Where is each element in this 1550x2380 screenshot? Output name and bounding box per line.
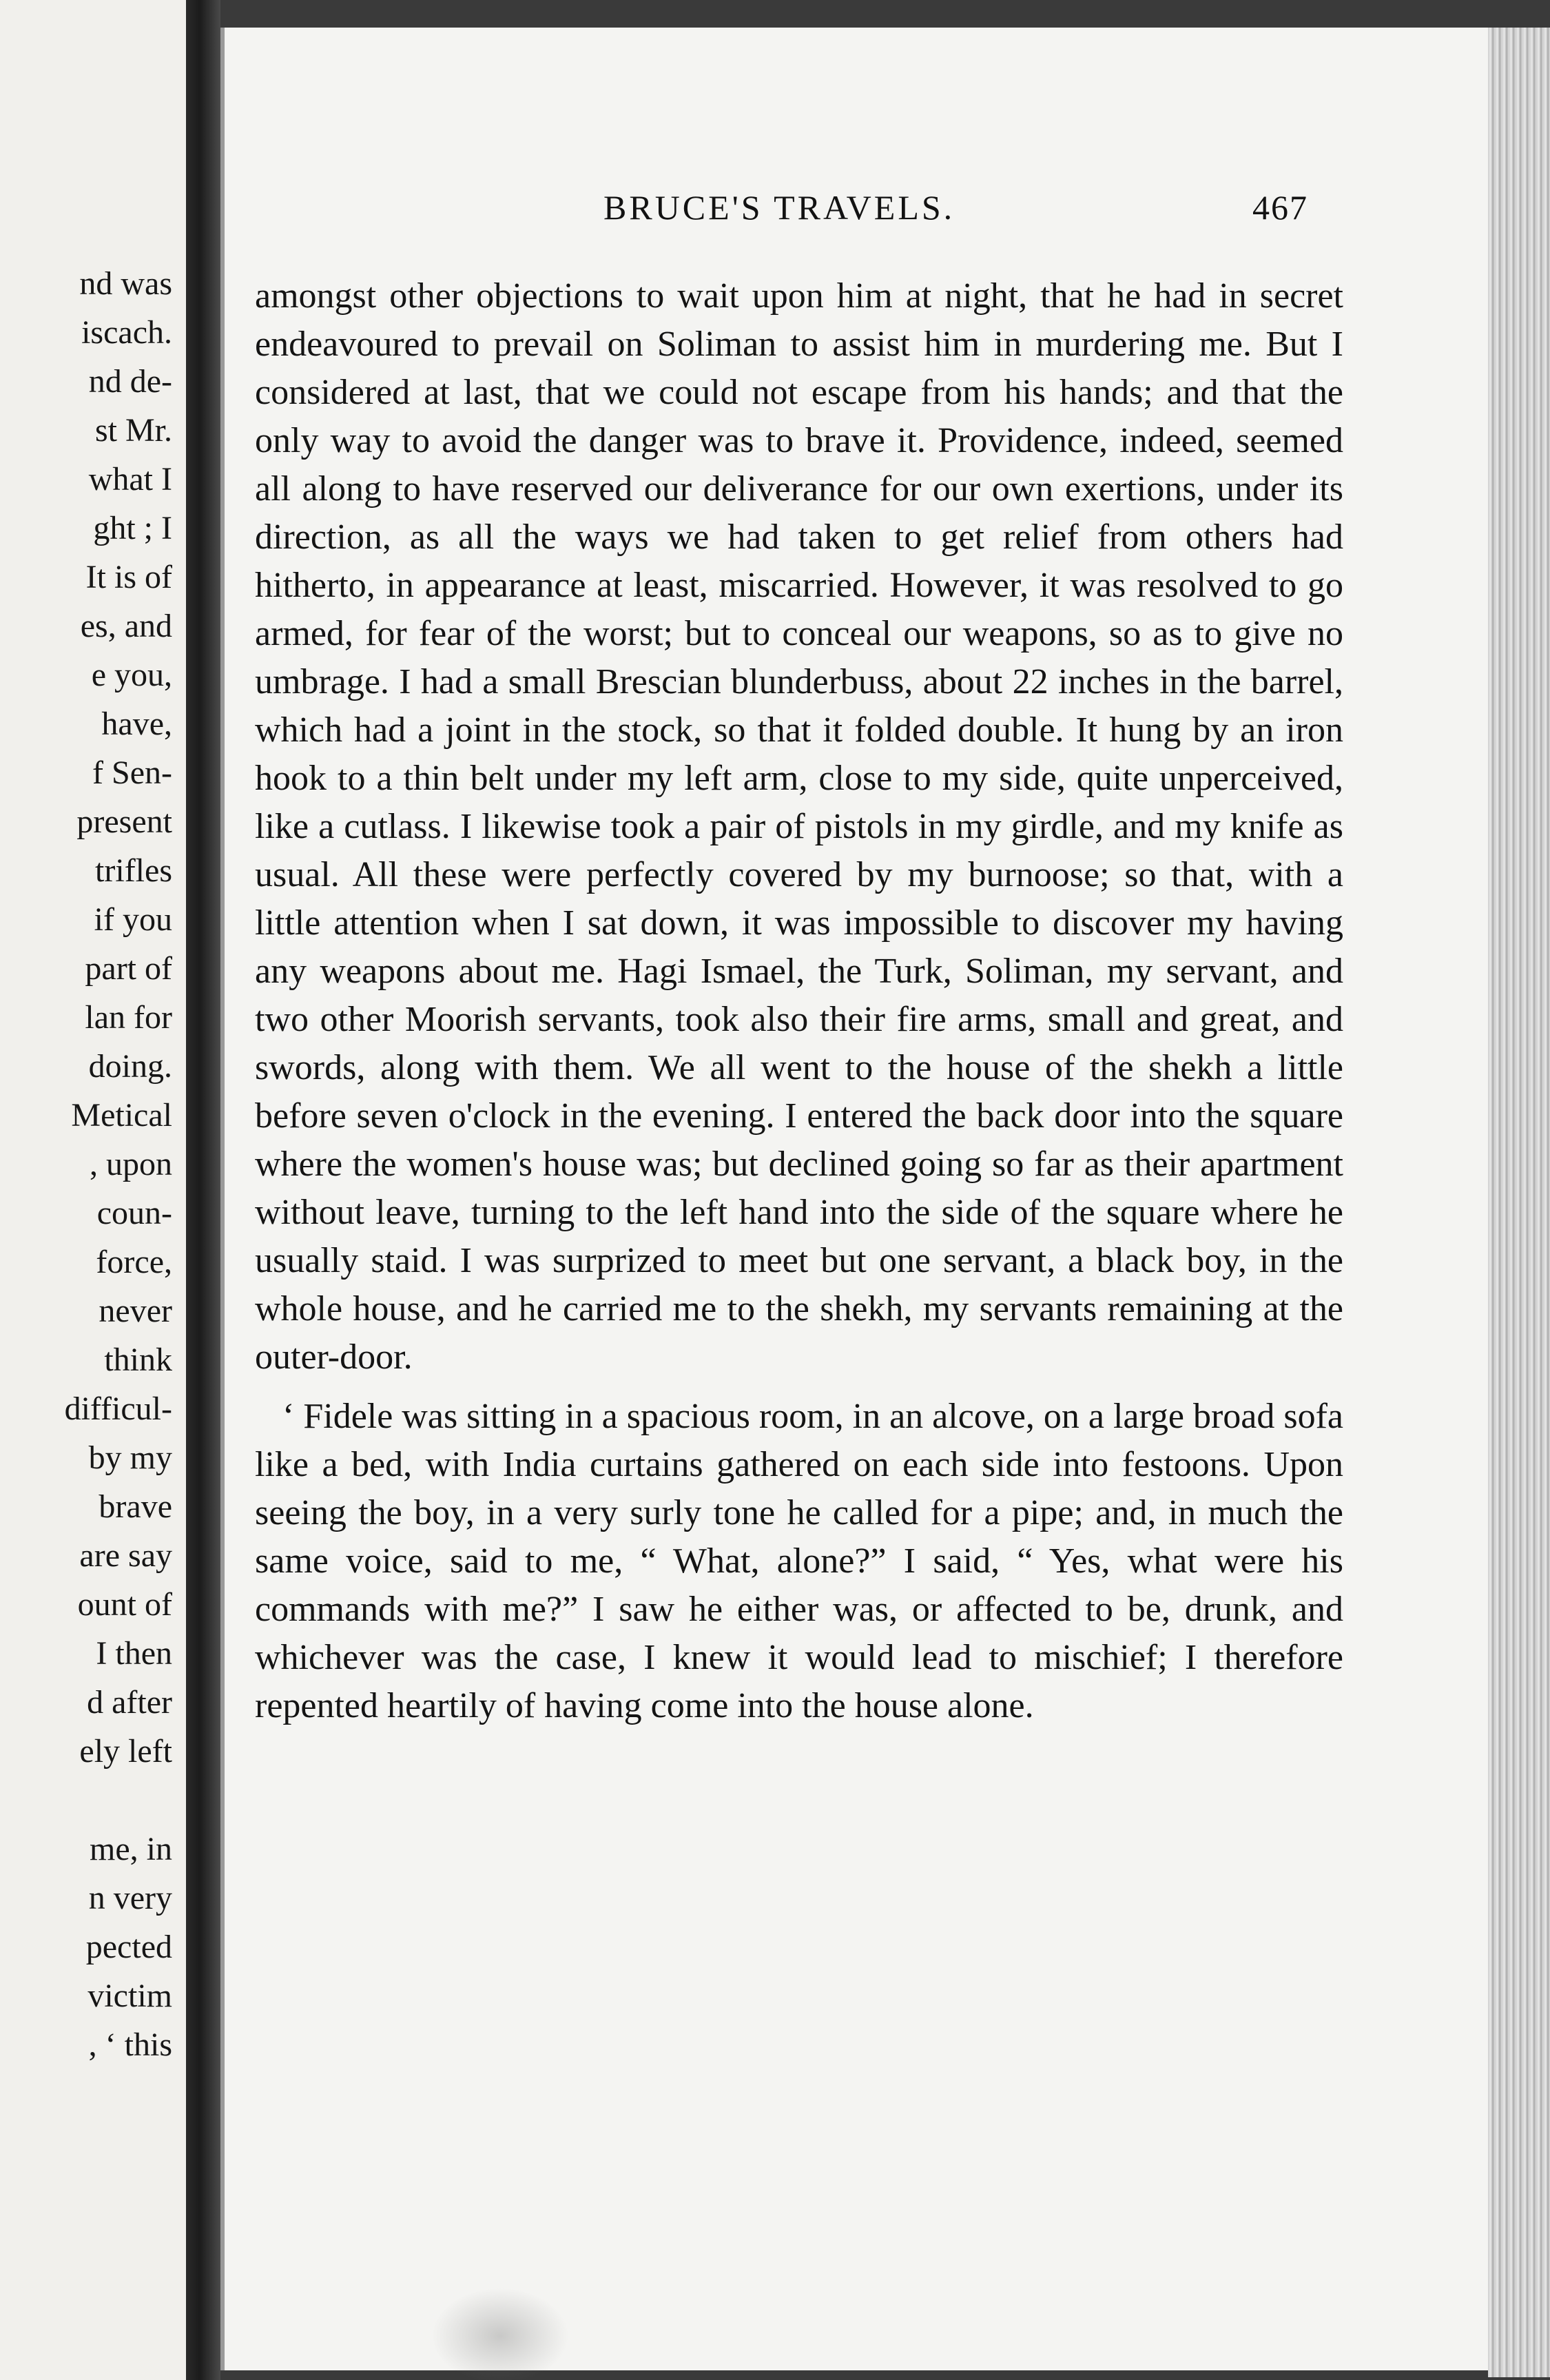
left-page-line: never [99, 1293, 172, 1329]
left-page-line: brave [99, 1488, 172, 1525]
left-page-line: , ‘ this [88, 2027, 172, 2063]
left-page-line: difficul- [64, 1391, 172, 1427]
body-paragraph-1: amongst other objections to wait upon him at night, that he had in secret endeavoured to prevail on Soliman to assist him in murdering me. But I considered at last, that we could not escape from his hands; and that the only way to avoid the danger was to brave it. Providence, indeed, seemed all along to have reserved our deliverance for our own exertions, under its direction, as all the ways we had taken to get relief from others had hitherto, in appearance at least, miscarried. However, it was resolved to go armed, for fear of the worst; but to conceal our weapons, so as to give no umbrage. I had a small Brescian blunderbuss, about 22 inches in the barrel, which had a joint in the stock, so that it folded double. It hung by an iron hook to a thin belt under my left arm, close to my side, quite unperceived, like a cutlass. I likewise took a pair of pistols in my girdle, and my knife as usual. All these were perfectly covered by my burnoose; so that, with a little attention when I sat down, it was impossible to discover my having any weapons about me. Hagi Ismael, the Turk, Soliman, my servant, and two other Moorish servants, took also their fire arms, small and great, and swords, along with them. We all went to the house of the shekh a little before seven o'clock in the evening. I entered the back door into the square where the women's house was; but declined going so far as their apartment without leave, turning to the left hand into the side of the square where he usually staid. I was surprized to meet but one servant, a black boy, in the whole house, and he carried me to the shekh, my servants remaining at the outer-door. [255, 276, 1343, 1377]
left-page-line: ght ; I [93, 510, 172, 546]
left-page-line: pected [85, 1929, 172, 1965]
left-page-line: lan for [85, 999, 172, 1036]
body-paragraph-2: ‘ Fidele was sitting in a spacious room, in an alcove, on a large broad sofa like a bed, with India curtains gathered on each side into festoons. Upon seeing the boy, in a very surly tone he called for a pipe; and, in much the same voice, said to me, “ What, alone?” I said, “ Yes, what were his commands with me?” I saw he either was, or affected to be, drunk, and whichever was the case, I knew it would lead to mischief; I therefore repented heartily of having come into the house alone. [255, 1397, 1343, 1725]
left-page-line: d after [87, 1684, 172, 1721]
running-head-title: BRUCE'S TRAVELS. [603, 188, 955, 227]
paper-smudge [431, 2288, 569, 2380]
left-facing-page [0, 0, 186, 2380]
left-page-text-fragments [0, 259, 172, 2069]
left-page-line: nd was [79, 265, 172, 302]
left-page-line: have, [101, 706, 172, 742]
left-page-line: f Sen- [92, 755, 172, 791]
left-page-line: force, [96, 1244, 172, 1280]
left-page-line: coun- [96, 1195, 172, 1231]
page-number: 467 [1252, 188, 1308, 227]
left-page-line: es, and [80, 608, 172, 644]
left-page-line: victim [87, 1978, 172, 2014]
left-page-line: by my [88, 1439, 172, 1476]
left-page-line: nd de- [88, 363, 172, 400]
body-text [255, 272, 1343, 1730]
right-page [220, 28, 1506, 2370]
left-page-line: part of [85, 950, 172, 987]
left-page-line: It is of [85, 559, 172, 595]
left-page-line [0, 1776, 172, 1825]
left-page-line: present [76, 803, 172, 840]
left-page-line: ount of [77, 1586, 172, 1623]
left-page-line: if you [94, 901, 172, 938]
left-page-line: st Mr. [94, 412, 172, 449]
left-page-line: think [104, 1342, 172, 1378]
book-gutter [186, 0, 220, 2380]
left-page-line: n very [88, 1880, 172, 1916]
left-page-line: e you, [91, 657, 172, 693]
left-page-line: are say [79, 1537, 172, 1574]
left-page-line: I then [96, 1635, 172, 1672]
left-page-line: doing. [88, 1048, 172, 1085]
left-page-line: Metical [71, 1097, 172, 1133]
left-page-line: iscach. [81, 314, 172, 351]
left-page-line: me, in [90, 1831, 172, 1867]
left-page-line: trifles [95, 852, 172, 889]
left-page-line: , upon [90, 1146, 172, 1182]
page-edges [1488, 28, 1550, 2377]
left-page-line: what I [88, 461, 172, 497]
left-page-line: ely left [79, 1733, 172, 1769]
